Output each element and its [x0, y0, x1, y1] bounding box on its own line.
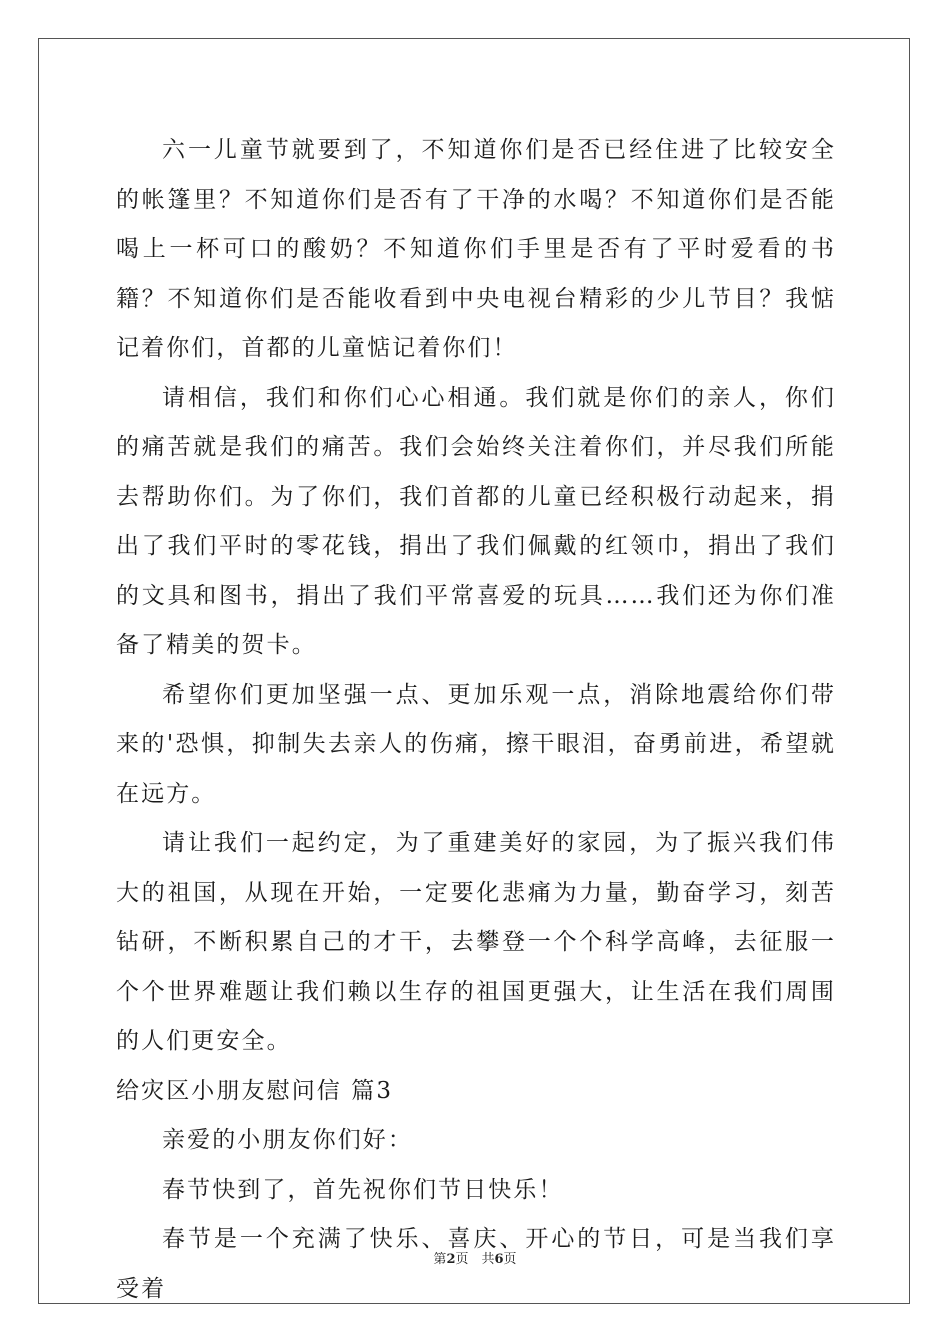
- document-body: [116, 126, 836, 1314]
- letter-line-1: 春节快到了，首先祝你们节日快乐！: [162, 1176, 564, 1203]
- footer-page-total: 6: [494, 1252, 504, 1267]
- paragraph-4: 请让我们一起约定，为了重建美好的家园，为了振兴我们伟大的祖国，从现在开始，一定要化悲痛为力量，勤奋学习，刻苦钻研，不断积累自己的才干，去攀登一个个科学高峰，去征服一个个世界难题让我们赖以生存的祖国更强大，让生活在我们周围的人们更安全。: [116, 830, 836, 1054]
- section-heading: 给灾区小朋友慰问信 篇3: [116, 1077, 394, 1104]
- page-footer: [0, 1248, 950, 1267]
- footer-page-suffix: 页: [503, 1252, 517, 1267]
- paragraph-3: 希望你们更加坚强一点、更加乐观一点，消除地震给你们带来的'恐惧，抑制失去亲人的伤痛，擦干眼泪，奋勇前进，希望就在远方。: [116, 681, 836, 807]
- letter-line-2: 春节是一个充满了快乐、喜庆、开心的节日，可是当我们享受着: [116, 1226, 836, 1302]
- footer-page-prefix: 第: [433, 1252, 447, 1267]
- paragraph-1: 六一儿童节就要到了，不知道你们是否已经住进了比较安全的帐篷里？不知道你们是否有了干净的水喝？不知道你们是否能喝上一杯可口的酸奶？不知道你们手里是否有了平时爱看的书籍？不知道你们是否能收看到中央电视台精彩的少儿节目？我惦记着你们，首都的儿童惦记着你们！: [116, 137, 836, 361]
- footer-page-mid: 页 共: [455, 1252, 495, 1267]
- paragraph-2: 请相信，我们和你们心心相通。我们就是你们的亲人，你们的痛苦就是我们的痛苦。我们会始终关注着你们，并尽我们所能去帮助你们。为了你们，我们首都的儿童已经积极行动起来，捐出了我们平时的零花钱，捐出了我们佩戴的红领巾，捐出了我们的文具和图书，捐出了我们平常喜爱的玩具……我们还为你们准备了精美的贺卡。: [116, 384, 836, 658]
- footer-page-current: 2: [446, 1252, 456, 1267]
- letter-greeting: 亲爱的小朋友你们好：: [162, 1127, 413, 1153]
